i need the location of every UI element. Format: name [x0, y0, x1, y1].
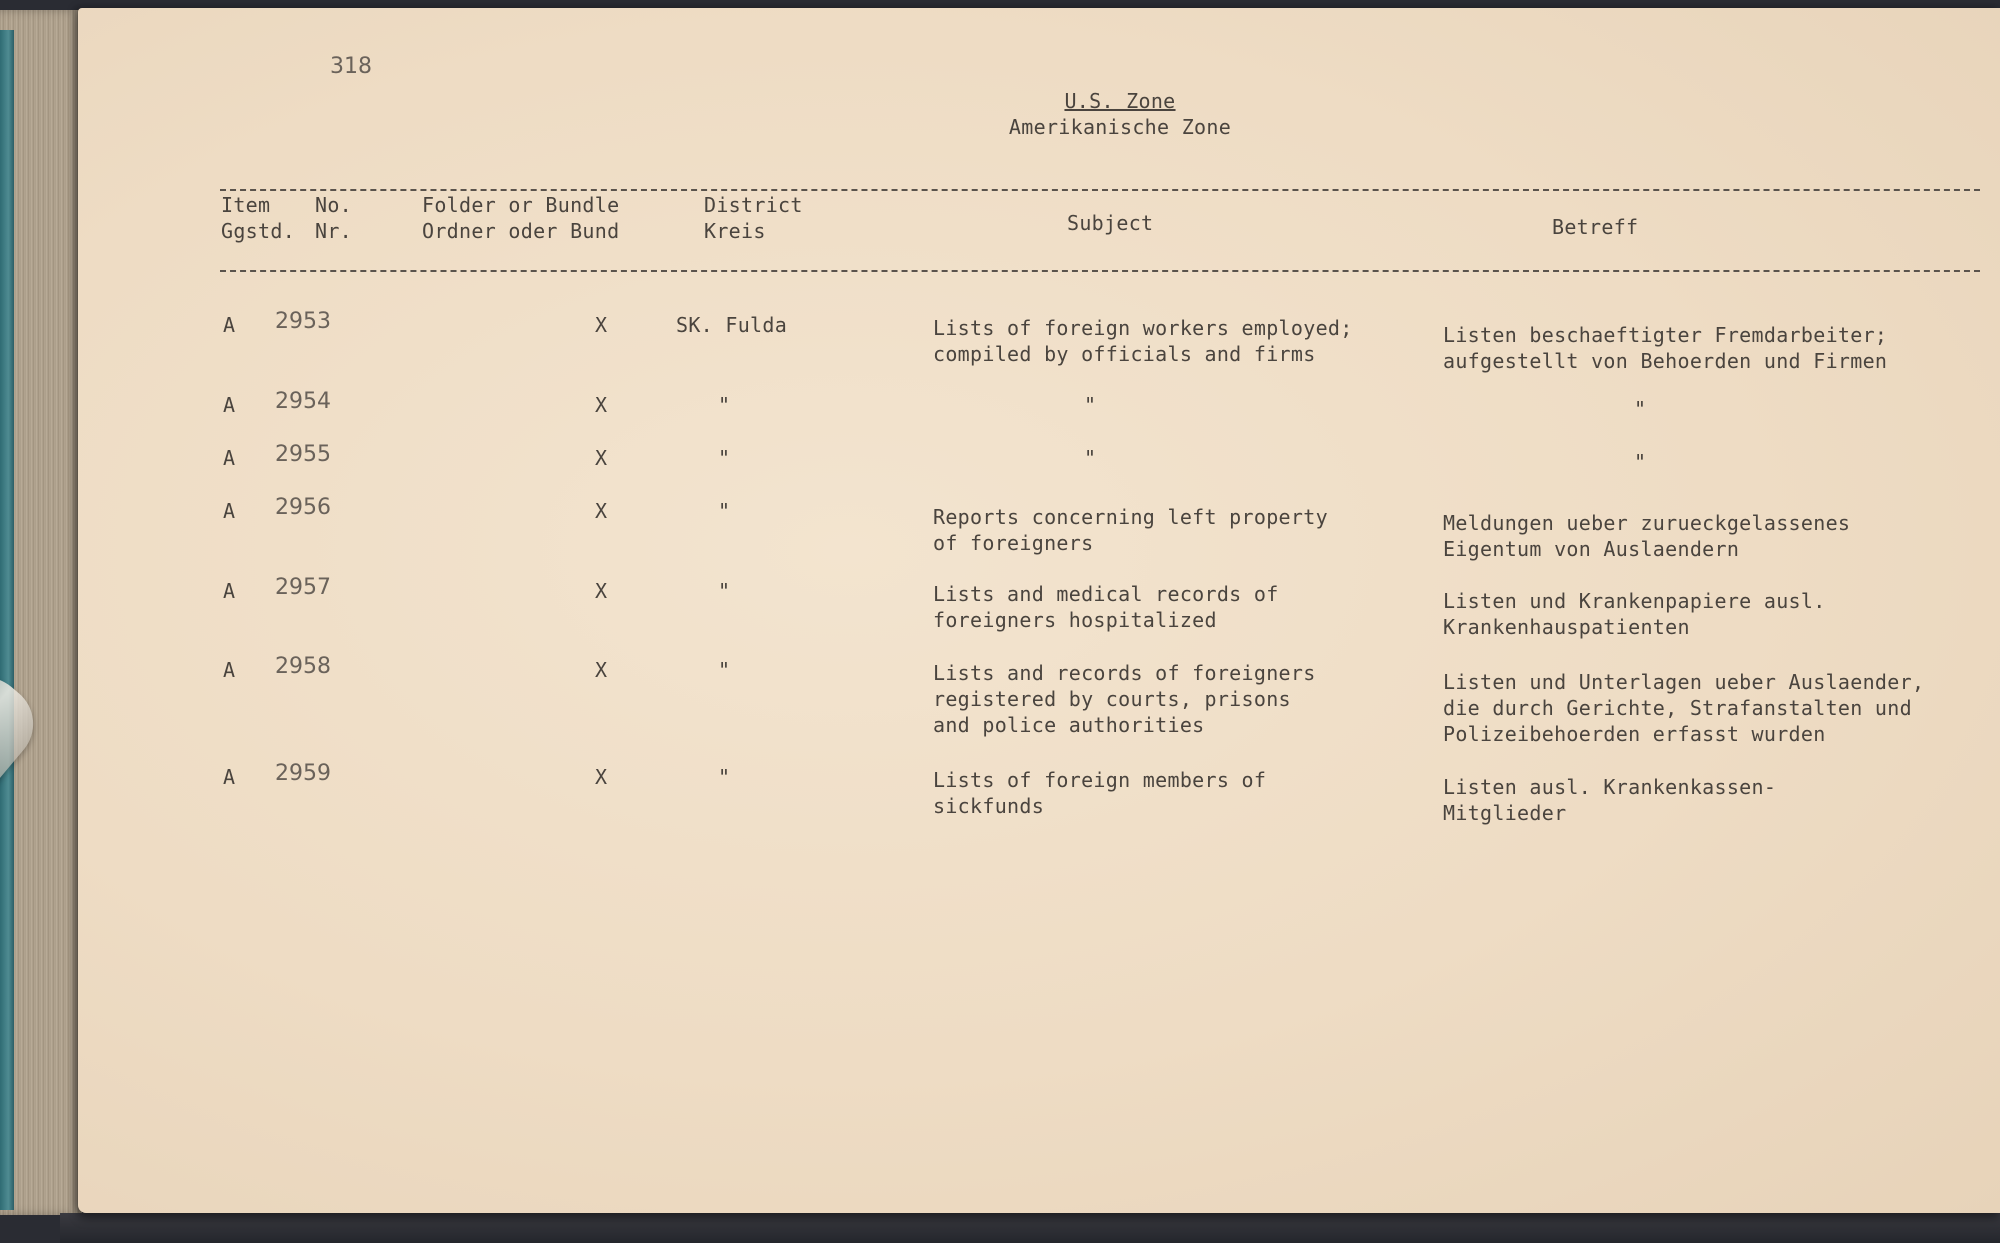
row-item: A [223, 313, 236, 337]
zone-title: U.S. Zone [1064, 89, 1176, 113]
header-item: Item [221, 193, 271, 217]
header-district-de: Kreis [704, 219, 766, 243]
row-betreff: Listen ausl. Krankenkassen- Mitglieder [1443, 775, 1777, 825]
row-folder-mark: X [595, 446, 608, 470]
row-district: " [718, 446, 731, 470]
row-number: 2959 [275, 761, 331, 786]
row-item: A [223, 579, 236, 603]
row-number: 2956 [275, 495, 331, 520]
row-number: 2954 [275, 389, 331, 414]
row-folder-mark: X [595, 313, 608, 337]
row-folder-mark: X [595, 765, 608, 789]
row-subject: Reports concerning left property of foreigners [933, 505, 1328, 555]
row-district: " [718, 658, 731, 682]
row-number: 2957 [275, 575, 331, 600]
row-subject: Lists and records of foreigners registered by courts, prisons and police authorities [933, 661, 1316, 737]
row-district: " [718, 393, 731, 417]
row-item: A [223, 765, 236, 789]
row-betreff: " [1634, 397, 1647, 421]
row-district: " [718, 499, 731, 523]
book-binding [0, 30, 14, 1210]
row-betreff: Listen beschaeftigter Fremdarbeiter; aufgestellt von Behoerden und Firmen [1443, 323, 1888, 373]
header-district: District [704, 193, 803, 217]
row-number: 2958 [275, 654, 331, 679]
row-subject: Lists and medical records of foreigners hospitalized [933, 582, 1279, 632]
row-subject: Lists of foreign workers employed; compiled by officials and firms [933, 316, 1353, 366]
row-district: " [718, 579, 731, 603]
row-number: 2955 [275, 442, 331, 467]
row-subject: " [1084, 393, 1097, 417]
row-subject: Lists of foreign members of sickfunds [933, 768, 1267, 818]
header-folder: Folder or Bundle [422, 193, 620, 217]
row-folder-mark: X [595, 393, 608, 417]
row-folder-mark: X [595, 658, 608, 682]
header-folder-de: Ordner oder Bund [422, 219, 620, 243]
row-item: A [223, 446, 236, 470]
row-district: SK. Fulda [676, 313, 788, 337]
header-top-rule [220, 189, 1980, 191]
row-item: A [223, 658, 236, 682]
row-folder-mark: X [595, 579, 608, 603]
header-subject: Subject [1067, 211, 1154, 235]
document-page [78, 8, 2000, 1213]
page-number: 318 [330, 54, 372, 79]
row-district: " [718, 765, 731, 789]
row-betreff: Listen und Krankenpapiere ausl. Krankenhauspatienten [1443, 589, 1826, 639]
row-item: A [223, 499, 236, 523]
row-betreff: Meldungen ueber zurueckgelassenes Eigentum von Auslaendern [1443, 511, 1851, 561]
header-no: No. [315, 193, 353, 217]
row-number: 2953 [275, 309, 331, 334]
header-no-de: Nr. [315, 219, 353, 243]
header-item-de: Ggstd. [221, 219, 296, 243]
row-subject: " [1084, 446, 1097, 470]
row-betreff: Listen und Unterlagen ueber Auslaender, die durch Gerichte, Strafanstalten und Polizeibehoerden erfasst wurden [1443, 670, 1925, 746]
row-item: A [223, 393, 236, 417]
header-bottom-rule [220, 270, 1980, 272]
header-betreff: Betreff [1552, 215, 1639, 239]
zone-subtitle: Amerikanische Zone [1008, 115, 1232, 139]
table-surface [60, 1213, 2000, 1243]
row-folder-mark: X [595, 499, 608, 523]
row-betreff: " [1634, 450, 1647, 474]
